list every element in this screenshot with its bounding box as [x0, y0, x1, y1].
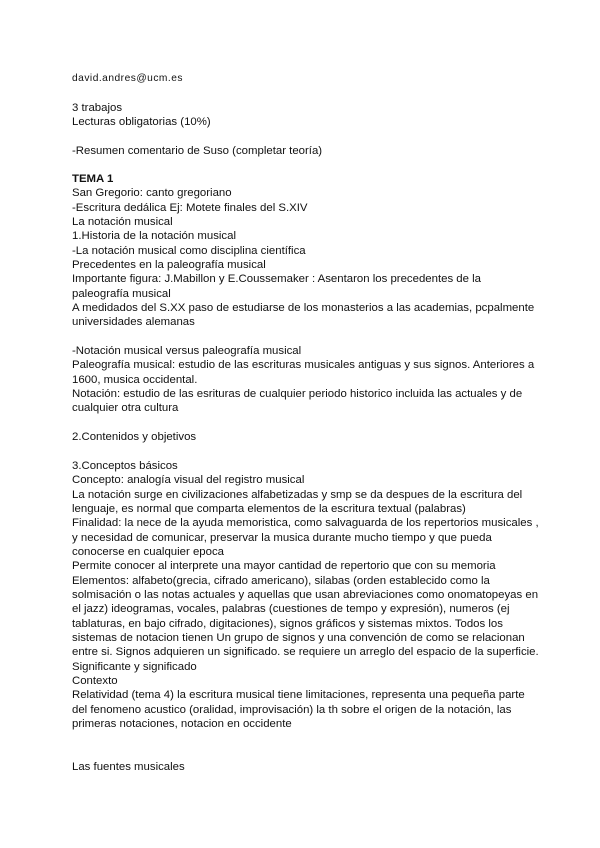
- text-line: conocerse en cualquier epoca: [72, 546, 224, 558]
- text-line: La notación surge en civilizaciones alfabetizadas y smp se da despues de la escritura del: [72, 489, 523, 501]
- text-line: 2.Contenidos y objetivos: [72, 431, 197, 443]
- text-line: San Gregorio: canto gregoriano: [72, 187, 232, 199]
- text-line: A medidados del S.XX paso de estudiarse de los monasterios a las academias, pcpalmente: [72, 302, 535, 314]
- text-line: Contexto: [72, 675, 118, 687]
- text-line: Concepto: analogía visual del registro musical: [72, 474, 305, 486]
- text-line: Finalidad: la nece de la ayuda memoristica, como salvaguarda de los repertorios musicales ,: [72, 517, 539, 529]
- text-line: Permite conocer al interprete una mayor cantidad de repertorio que con su memoria: [72, 560, 496, 572]
- text-line: 1.Historia de la notación musical: [72, 230, 236, 242]
- text-line: primeras notaciones, notacion en occidente: [72, 718, 292, 730]
- text-line: del fenomeno acustico (oralidad, improvisación) la th sobre el origen de la notación, las: [72, 704, 512, 716]
- text-line: Relatividad (tema 4) la escritura musical tiene limitaciones, representa una pequeña parte: [72, 689, 525, 701]
- text-line: lenguaje, es normal que comparta elementos de la escritura textual (palabras): [72, 503, 466, 515]
- text-line: 1600, musica occidental.: [72, 374, 198, 386]
- text-line: 3 trabajos: [72, 102, 123, 114]
- text-line: La notación musical: [72, 216, 173, 228]
- text-line: el jazz) ideogramas, vocales, palabras (cuestiones de tempo y expresión), numeros (ej: [72, 603, 510, 615]
- text-line: Las fuentes musicales: [72, 761, 185, 773]
- text-line: y necesidad de comunicar, preservar la musica durante mucho tiempo y que pueda: [72, 532, 492, 544]
- text-line: cualquier otra cultura: [72, 402, 179, 414]
- text-line: Notación: estudio de las esrituras de cualquier periodo historico incluida las actuales y de: [72, 388, 523, 400]
- section-heading: TEMA 1: [72, 173, 114, 185]
- text-line: -Escritura dedálica Ej: Motete finales del S.XIV: [72, 202, 308, 214]
- text-line: universidades alemanas: [72, 316, 195, 328]
- text-line: Precedentes en la paleografía musical: [72, 259, 266, 271]
- text-line: sistemas de notacion tienen Un grupo de signos y una convención de como se relacionan: [72, 632, 525, 644]
- text-line: -La notación musical como disciplina científica: [72, 245, 306, 257]
- text-line: 3.Conceptos básicos: [72, 460, 178, 472]
- text-line: Lecturas obligatorias (10%): [72, 116, 211, 128]
- email-line: david.andres@ucm.es: [72, 73, 184, 84]
- text-line: Importante figura: J.Mabillon y E.Coussemaker : Asentaron los precedentes de la: [72, 273, 482, 285]
- text-line: Paleografía musical: estudio de las escrituras musicales antiguas y sus signos. Anteriores a: [72, 359, 535, 371]
- text-line: Significante y significado: [72, 661, 197, 673]
- text-line: Elementos: alfabeto(grecia, cifrado americano), silabas (orden establecido como la: [72, 575, 490, 587]
- text-line: solmisación o las notas actuales y aquellas que usan abreviaciones como onomatopeyas en: [72, 589, 539, 601]
- text-line: -Resumen comentario de Suso (completar teoría): [72, 145, 323, 157]
- text-line: entre si. Signos adquieren un significado. se requiere un arreglo del espacio de la superficie.: [72, 646, 539, 658]
- text-line: tablaturas, en bajo cifrado, digitaciones), signos gráficos y sistemas mixtos. Todos los: [72, 618, 503, 630]
- text-line: -Notación musical versus paleografía musical: [72, 345, 302, 357]
- text-line: paleografía musical: [72, 288, 171, 300]
